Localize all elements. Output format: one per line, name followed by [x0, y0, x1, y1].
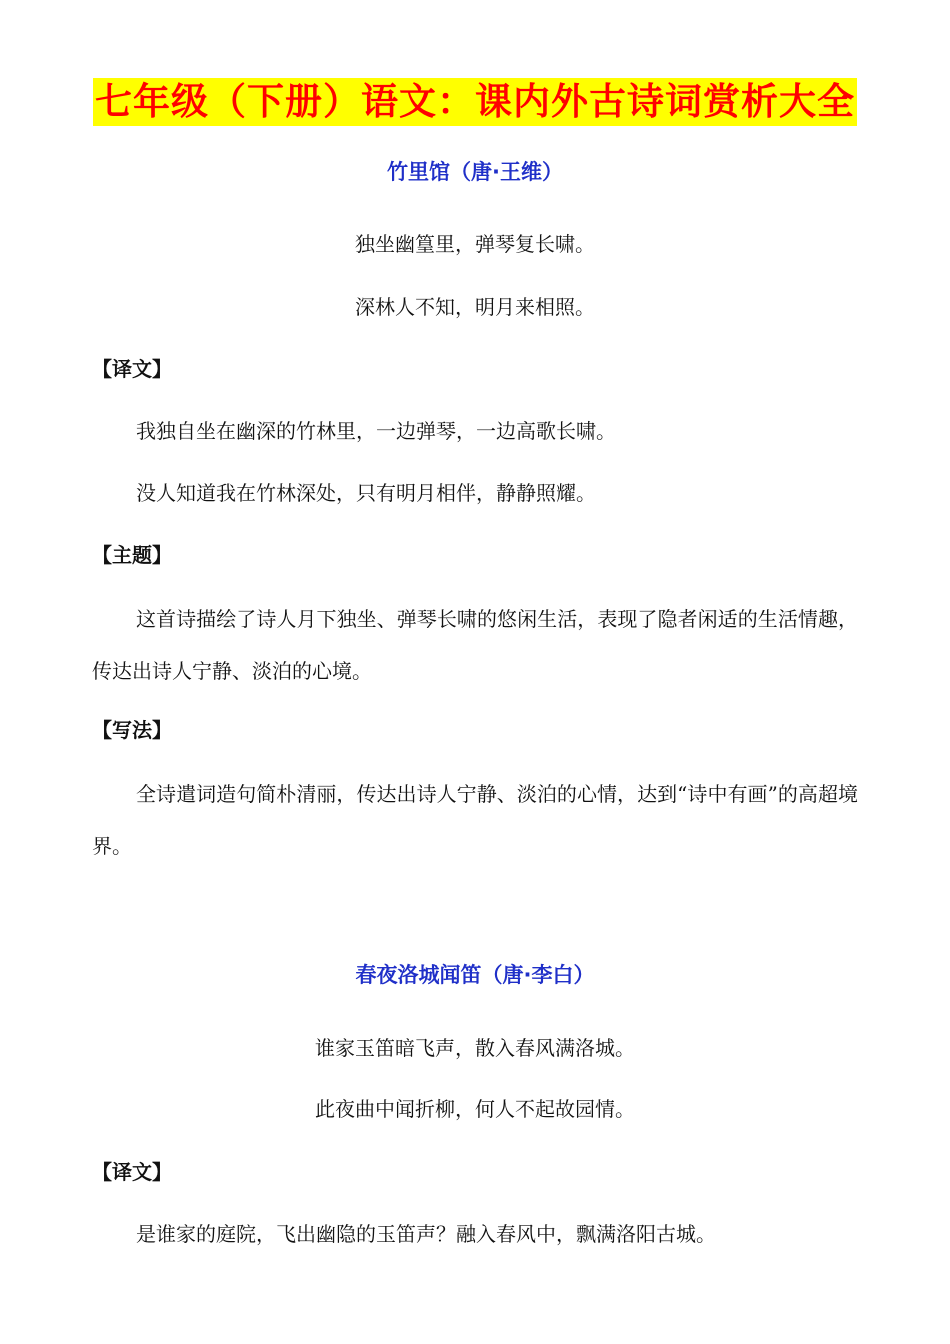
poem-verse: 深林人不知，明月来相照。 [355, 295, 595, 319]
poem-verse: 此夜曲中闻折柳，何人不起故园情。 [315, 1097, 635, 1121]
theme-paragraph: 这首诗描绘了诗人月下独坐、弹琴长啸的悠闲生活，表现了隐者闲适的生活情趣，传达出诗人宁静、淡泊的心境。 [92, 607, 858, 683]
translation-heading: 【译文】 [92, 1160, 172, 1184]
translation-heading: 【译文】 [92, 357, 172, 381]
technique-heading: 【写法】 [92, 718, 172, 742]
poem-title: 竹里馆（唐·王维） [387, 160, 563, 184]
poem-verse: 谁家玉笛暗飞声，散入春风满洛城。 [315, 1036, 635, 1060]
translation-line: 没人知道我在竹林深处，只有明月相伴，静静照耀。 [136, 481, 596, 505]
technique-paragraph: 全诗遣词造句简朴清丽，传达出诗人宁静、淡泊的心情，达到“诗中有画”的高超境界。 [92, 782, 858, 858]
poem-verse: 独坐幽篁里，弹琴复长啸。 [355, 232, 595, 256]
document-title-container [0, 78, 950, 126]
document-title: 七年级（下册）语文：课内外古诗词赏析大全 [93, 78, 857, 126]
poem-title: 春夜洛城闻笛（唐·李白） [355, 963, 595, 987]
translation-line: 我独自坐在幽深的竹林里，一边弹琴，一边高歌长啸。 [136, 419, 616, 443]
theme-heading: 【主题】 [92, 543, 172, 567]
translation-line: 是谁家的庭院，飞出幽隐的玉笛声？融入春风中，飘满洛阳古城。 [136, 1222, 716, 1246]
